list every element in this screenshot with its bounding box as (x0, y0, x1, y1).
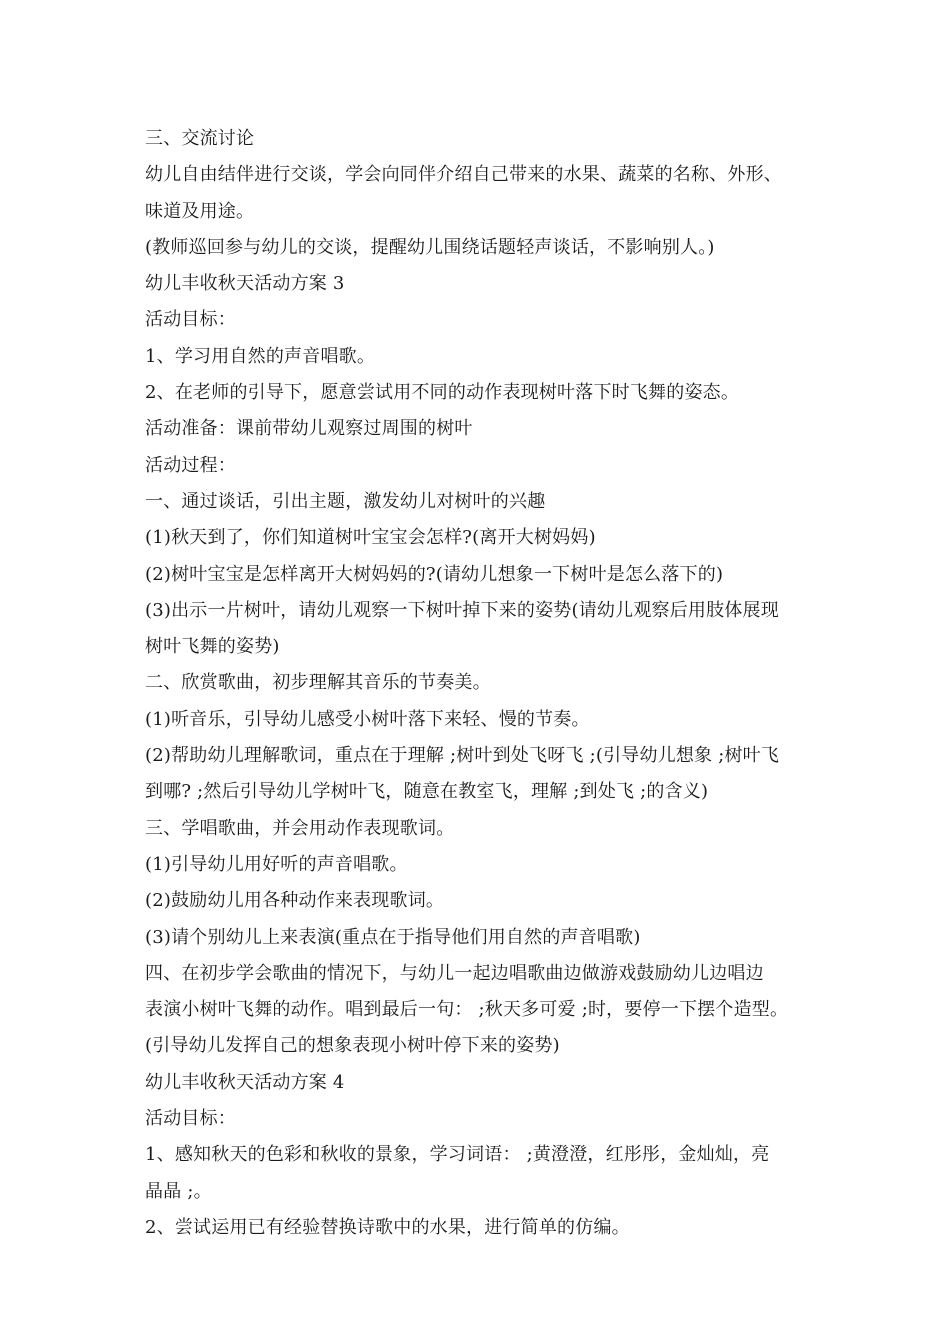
step-item: (2)帮助幼儿理解歌词，重点在于理解 ;树叶到处飞呀飞 ;(引导幼儿想象 ;树叶飞 (145, 745, 780, 767)
goal-item: 1、学习用自然的声音唱歌。 (145, 345, 376, 367)
section-heading-goals: 活动目标： (145, 309, 236, 331)
step-item: (2)鼓励幼儿用各种动作来表现歌词。 (145, 890, 445, 912)
step-item: (2)树叶宝宝是怎样离开大树妈妈的?(请幼儿想象一下树叶是怎么落下的) (145, 563, 724, 585)
step-heading: 一、通过谈话，引出主题，激发幼儿对树叶的兴趣 (145, 490, 546, 512)
goal-item-continued: 晶晶 ;。 (145, 1180, 212, 1202)
step-item-continued: 树叶飞舞的姿势) (145, 636, 280, 658)
paragraph-line: 幼儿自由结伴进行交谈，学会向同伴介绍自己带来的水果、蔬菜的名称、外形、 (145, 164, 782, 186)
step-heading: 三、学唱歌曲，并会用动作表现歌词。 (145, 817, 455, 839)
step-item: (1)秋天到了，你们知道树叶宝宝会怎样?(离开大树妈妈) (145, 527, 596, 549)
step-item: (3)出示一片树叶，请幼儿观察一下树叶掉下来的姿势(请幼儿观察后用肢体展现 (145, 599, 779, 621)
goal-item: 2、在老师的引导下，愿意尝试用不同的动作表现树叶落下时飞舞的姿态。 (145, 382, 740, 404)
section-heading-goals: 活动目标： (145, 1108, 236, 1130)
step-heading-continued: 表演小树叶飞舞的动作。唱到最后一句： ;秋天多可爱 ;时，要停一下摆个造型。 (145, 999, 789, 1021)
plan-title-4: 幼儿丰收秋天活动方案 4 (145, 1071, 345, 1093)
section-heading-discussion: 三、交流讨论 (145, 128, 255, 149)
goal-item: 2、尝试运用已有经验替换诗歌中的水果，进行简单的仿编。 (145, 1216, 630, 1238)
step-item: (1)引导幼儿用好听的声音唱歌。 (145, 853, 408, 875)
step-item-continued: 到哪? ;然后引导幼儿学树叶飞，随意在教室飞，理解 ;到处飞 ;的含义) (145, 781, 709, 803)
plan-title-3: 幼儿丰收秋天活动方案 3 (145, 273, 345, 295)
step-note: (引导幼儿发挥自己的想象表现小树叶停下来的姿势) (145, 1035, 560, 1057)
paragraph-line: 味道及用途。 (145, 200, 255, 222)
document-body (145, 121, 830, 1246)
goal-item: 1、感知秋天的色彩和秋收的景象，学习词语： ;黄澄澄，红彤彤，金灿灿，亮 (145, 1144, 770, 1166)
step-heading: 四、在初步学会歌曲的情况下，与幼儿一起边唱歌曲边做游戏鼓励幼儿边唱边 (145, 962, 764, 984)
step-item: (3)请个别幼儿上来表演(重点在于指导他们用自然的声音唱歌) (145, 926, 641, 948)
step-item: (1)听音乐，引导幼儿感受小树叶落下来轻、慢的节奏。 (145, 708, 590, 730)
section-heading-process: 活动过程： (145, 454, 236, 476)
step-heading: 二、欣赏歌曲，初步理解其音乐的节奏美。 (145, 672, 491, 694)
preparation-line: 活动准备：课前带幼儿观察过周围的树叶 (145, 418, 473, 440)
paragraph-line: (教师巡回参与幼儿的交谈，提醒幼儿围绕话题轻声谈话，不影响别人。) (145, 236, 715, 258)
